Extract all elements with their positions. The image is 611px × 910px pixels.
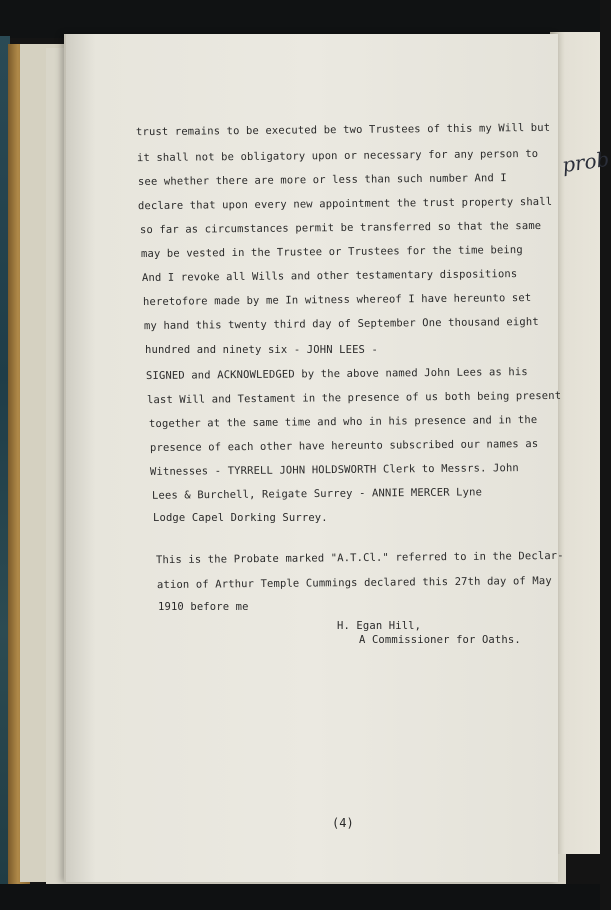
text-line: together at the same time and who in his presence and in the	[148, 413, 538, 431]
text-line: presence of each other have hereunto subscribed our names as	[149, 437, 539, 455]
text-line: heretofore made by me In witness whereof I have hereunto set	[142, 291, 532, 309]
commissioner-name: H. Egan Hill,	[337, 620, 422, 632]
commissioner-title: A Commissioner for Oaths.	[359, 634, 521, 646]
handwritten-margin-note: prob	[560, 146, 611, 178]
scanner-background-top	[0, 0, 600, 38]
text-line: trust remains to be executed be two Trustees of this my Will but	[135, 121, 551, 139]
text-line: hundred and ninety six - JOHN LEES -	[145, 344, 378, 356]
scanner-background-bottom	[0, 884, 600, 910]
text-line: And I revoke all Wills and other testamentary dispositions	[141, 268, 518, 284]
probate-line: 1910 before me	[158, 601, 249, 613]
probate-line: This is the Probate marked "A.T.Cl." referred to in the Declar-	[155, 549, 564, 567]
text-line: Witnesses - TYRRELL JOHN HOLDSWORTH Clerk to Messrs. John	[149, 462, 519, 478]
text-line: SIGNED and ACKNOWLEDGED by the above named John Lees as his	[145, 366, 528, 382]
text-line: last Will and Testament in the presence of us both being present	[146, 389, 562, 407]
text-line: declare that upon every new appointment the trust property shall	[137, 195, 553, 213]
text-line: Lees & Burchell, Reigate Surrey - ANNIE MERCER Lyne	[151, 486, 483, 502]
text-line: Lodge Capel Dorking Surrey.	[153, 512, 328, 524]
probate-line: ation of Arthur Temple Cummings declared this 27th day of May	[156, 574, 552, 592]
page-number: (4)	[332, 816, 354, 830]
text-line: it shall not be obligatory upon or necessary for any person to	[136, 147, 539, 165]
text-line: my hand this twenty third day of September One thousand eight	[143, 315, 539, 333]
text-line: see whether there are more or less than such number And I	[137, 172, 507, 188]
text-line: so far as circumstances permit be transferred so that the same	[139, 219, 542, 237]
text-line: may be vested in the Trustee or Trustees for the time being	[140, 244, 523, 260]
